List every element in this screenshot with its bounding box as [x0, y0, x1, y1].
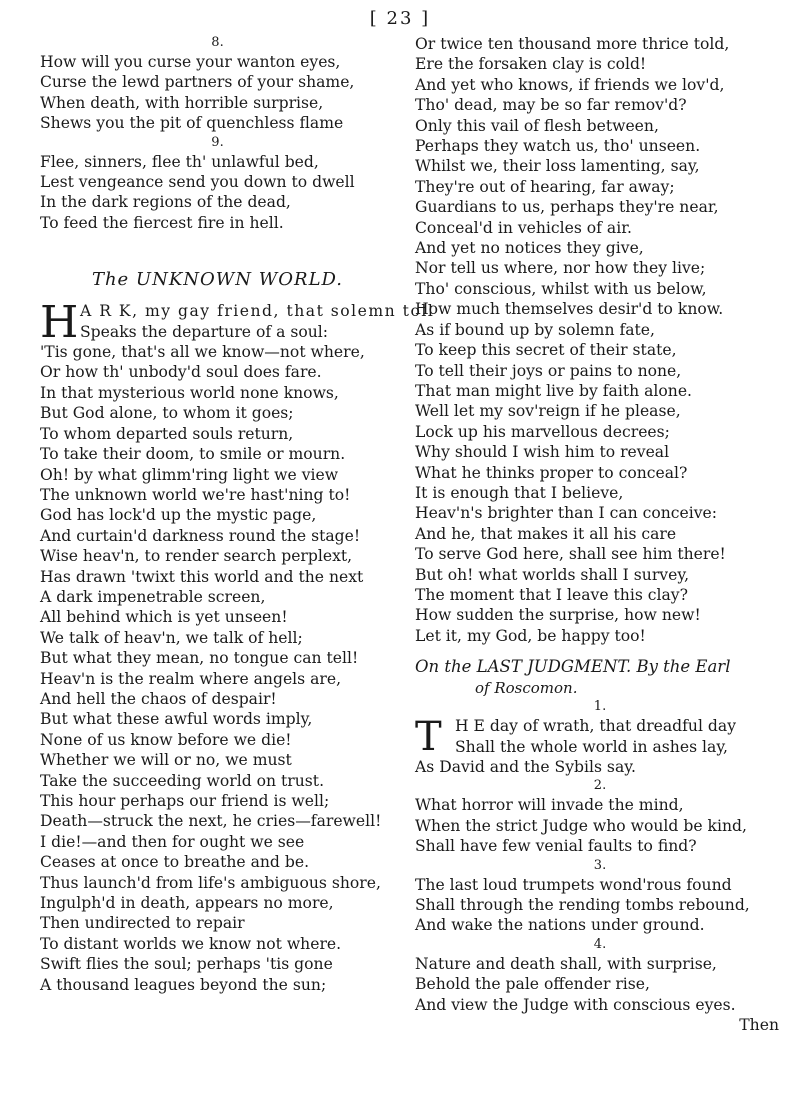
verse-line: Whether we will or no, we must — [40, 751, 292, 770]
verse-line: To tell their joys or pains to none, — [415, 361, 682, 380]
verse-line: To keep this secret of their state, — [415, 341, 677, 360]
verse-line: To take their doom, to smile or mourn. — [40, 445, 346, 464]
poem-author: of Roscomon. — [475, 679, 578, 698]
stanza-1 — [415, 714, 785, 761]
right-column — [415, 34, 785, 1035]
verse-line: Let it, my God, be happy too! — [415, 626, 646, 645]
verse-line: Shall have few venial faults to find? — [415, 837, 697, 856]
stanza-number: 3. — [593, 857, 607, 873]
verse-line: A thousand leagues beyond the sun; — [40, 975, 327, 994]
verse-line: God has lock'd up the mystic page, — [40, 506, 317, 525]
verse-line: How much themselves desir'd to know. — [415, 300, 724, 319]
verse-line: And yet who knows, if friends we lov'd, — [415, 75, 725, 94]
verse-line: Tho' conscious, whilst with us below, — [415, 279, 707, 298]
verse-line: All behind which is yet unseen! — [40, 608, 288, 627]
verse-line: Take the succeeding world on trust. — [40, 771, 325, 790]
verse-line: Guardians to us, perhaps they're near, — [415, 198, 719, 217]
verse-line: Shall through the rending tombs rebound, — [415, 896, 750, 915]
verse-line: What horror will invade the mind, — [415, 796, 684, 815]
verse-line: Heav'n's brighter than I can conceive: — [415, 504, 718, 523]
stanza-number: 9. — [211, 134, 224, 150]
verse-line: Heav'n is the realm where angels are, — [40, 669, 342, 688]
verse-line: That man might live by faith alone. — [415, 381, 693, 400]
verse-line: The moment that I leave this clay? — [415, 585, 688, 604]
verse-line: Shews you the pit of quenchless flame — [40, 114, 344, 133]
verse-line: Curse the lewd partners of your shame, — [40, 73, 355, 92]
verse-line: As David and the Sybils say. — [415, 758, 636, 776]
verse-line: But what they mean, no tongue can tell! — [40, 649, 359, 668]
verse-line: 'Tis gone, that's all we know—not where, — [40, 343, 365, 362]
verse-line: When the strict Judge who would be kind, — [415, 816, 747, 835]
verse-line: Or twice ten thousand more thrice told, — [415, 35, 730, 53]
verse-line: Whilst we, their loss lamenting, say, — [415, 157, 700, 176]
poem-body — [40, 342, 395, 995]
verse-line: When death, with horrible surprise, — [40, 93, 324, 112]
verse-line: To feed the fiercest fire in hell. — [40, 213, 284, 232]
verse-line: They're out of hearing, far away; — [415, 177, 675, 196]
verse-line: Speaks the departure of a soul: — [80, 322, 329, 341]
verse-line: But God alone, to whom it goes; — [40, 404, 294, 423]
catchword: Then — [739, 1016, 779, 1035]
verse-line: But oh! what worlds shall I survey, — [415, 565, 690, 584]
verse-line: How will you curse your wanton eyes, — [40, 53, 341, 71]
verse-line: Lest vengeance send you down to dwell — [40, 173, 355, 192]
verse-line: The unknown world we're hast'ning to! — [40, 485, 351, 504]
poem-title-2: On the LAST JUDGMENT. By the Earl — [415, 657, 731, 677]
left-column — [40, 34, 435, 995]
stanza-number: 8. — [211, 35, 224, 50]
verse-line: And curtain'd darkness round the stage! — [40, 526, 361, 545]
drop-cap: H — [40, 297, 79, 349]
verse-line: And he, that makes it all his care — [415, 524, 677, 543]
verse-line: Wise heav'n, to render search perplext, — [40, 547, 353, 566]
verse-line: And yet no notices they give, — [415, 239, 644, 258]
verse-line: A R K, my gay friend, that solemn toll — [80, 302, 435, 321]
verse-line: I die!—and then for ought we see — [40, 832, 305, 851]
verse-line: In the dark regions of the dead, — [40, 193, 291, 212]
verse-line: Ere the forsaken clay is cold! — [415, 55, 647, 74]
verse-line: Only this vail of flesh between, — [415, 116, 659, 135]
verse-line: Why should I wish him to reveal — [415, 443, 670, 462]
verse-line: In that mysterious world none knows, — [40, 383, 339, 402]
verse-line: Thus launch'd from life's ambiguous shore, — [40, 873, 381, 892]
verse-line: Ceases at once to breathe and be. — [40, 853, 310, 872]
verse-line: As if bound up by solemn fate, — [415, 320, 655, 339]
verse-line: We talk of heav'n, we talk of hell; — [40, 628, 303, 647]
verse-line: And view the Judge with conscious eyes. — [415, 995, 736, 1014]
verse-line: H E day of wrath, that dreadful day — [455, 717, 736, 736]
verse-line: Conceal'd in vehicles of air. — [415, 218, 632, 237]
verse-line: Shall the whole world in ashes lay, — [455, 737, 729, 756]
stanza-number: 2. — [593, 778, 607, 794]
verse-line: Tho' dead, may be so far remov'd? — [415, 96, 687, 115]
verse-line: The last loud trumpets wond'rous found — [415, 875, 732, 894]
poem-title: The UNKNOWN WORLD. — [91, 269, 344, 291]
verse-line: To distant worlds we know not where. — [40, 934, 342, 953]
verse-line: Death—struck the next, he cries—farewell! — [40, 812, 382, 831]
verse-line: This hour perhaps our friend is well; — [40, 792, 330, 810]
verse-line: To serve God here, shall see him there! — [415, 545, 726, 564]
verse-line: Well let my sov'reign if he please, — [415, 402, 681, 421]
verse-line: To whom departed souls return, — [40, 424, 294, 443]
verse-line: And wake the nations under ground. — [415, 916, 705, 935]
drop-cap: T — [415, 714, 442, 761]
verse-line: None of us know before we die! — [40, 730, 292, 749]
verse-line: Ingulph'd in death, appears no more, — [40, 894, 334, 913]
stanza-number: 4. — [593, 936, 607, 952]
verse-line: How sudden the surprise, how new! — [415, 606, 701, 625]
verse-line: And hell the chaos of despair! — [40, 689, 277, 708]
verse-line: It is enough that I believe, — [415, 483, 624, 502]
verse-line: What he thinks proper to conceal? — [415, 463, 688, 482]
verse-line: Flee, sinners, flee th' unlawful bed, — [40, 152, 319, 171]
verse-line: A dark impenetrable screen, — [40, 587, 266, 606]
verse-line: Perhaps they watch us, tho' unseen. — [415, 137, 701, 156]
verse-line: Behold the pale offender rise, — [415, 975, 650, 994]
verse-line: Swift flies the soul; perhaps 'tis gone — [40, 955, 333, 974]
verse-line: Has drawn 'twixt this world and the next — [40, 567, 364, 586]
verse-line: Nature and death shall, with surprise, — [415, 954, 717, 973]
stanza-number: 1. — [593, 699, 607, 715]
opening-lines — [40, 297, 435, 349]
verse-line: Oh! by what glimm'ring light we view — [40, 465, 339, 484]
verse-line: Nor tell us where, nor how they live; — [415, 259, 706, 278]
page-number: [ 23 ] — [369, 8, 431, 29]
verse-line: But what these awful words imply, — [40, 710, 313, 729]
verse-line: Then undirected to repair — [40, 914, 245, 933]
verse-line: Lock up his marvellous decrees; — [415, 422, 670, 441]
poem-continuation — [415, 34, 785, 646]
verse-line: Or how th' unbody'd soul does fare. — [40, 363, 322, 382]
